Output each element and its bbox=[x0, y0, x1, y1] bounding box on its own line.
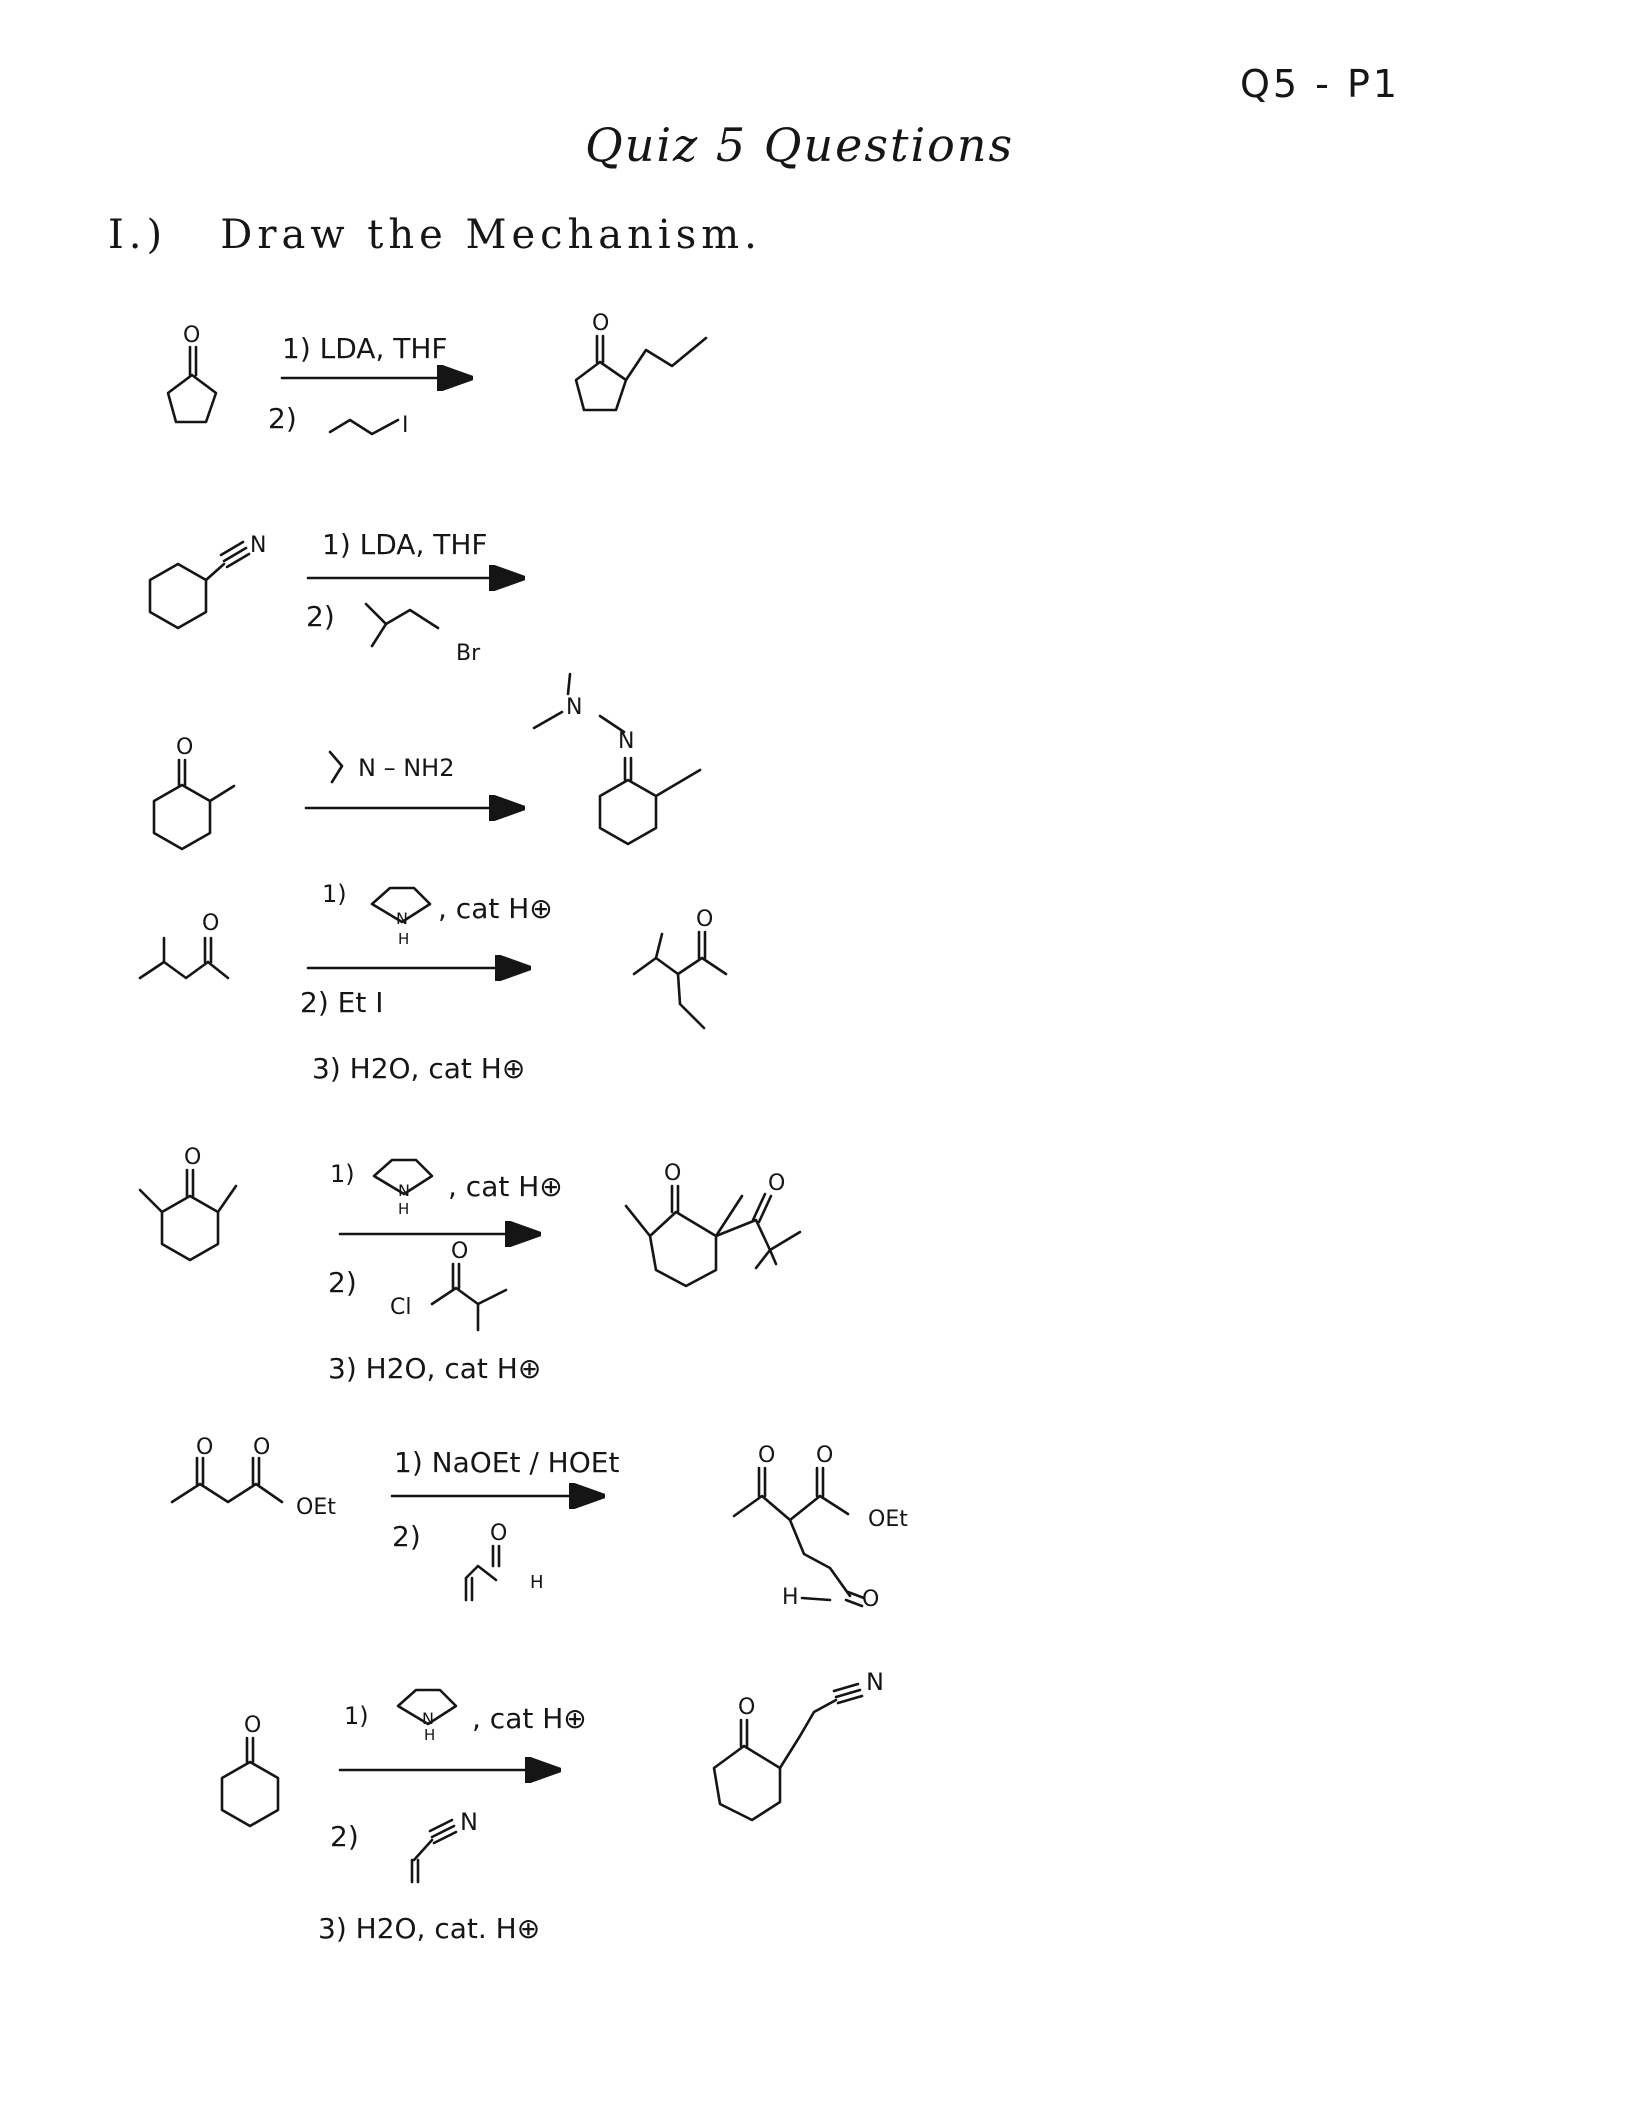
p4-reagent-step3: 3) H2O, cat H⊕ bbox=[312, 1052, 526, 1085]
p5-reagent-oxygen: O bbox=[451, 1239, 469, 1264]
p1-product-oxygen: O bbox=[592, 311, 610, 336]
p4-reagent-catalyst: , cat H⊕ bbox=[438, 892, 553, 925]
p5-reagent-chloroketone bbox=[390, 1239, 506, 1330]
p1-reagent-propyl-iodide bbox=[330, 413, 409, 438]
page-title: Quiz 5 Questions bbox=[585, 118, 1015, 172]
p6-reagent-step1: 1) NaOEt / HOEt bbox=[394, 1446, 620, 1479]
p2-reagent-step2: 2) bbox=[306, 600, 335, 633]
p2-reagent-isobutyl-bromide bbox=[366, 604, 481, 666]
p2-reagent-bromine: Br bbox=[456, 641, 481, 666]
p6-product-aldehyde-hydrogen: H bbox=[782, 1585, 799, 1610]
p7-start-oxygen: O bbox=[244, 1713, 262, 1738]
p5-reagent-pyrrolidine bbox=[374, 1160, 432, 1218]
p6-product-michael-adduct bbox=[734, 1443, 908, 1612]
p5-product-oxygen-ketone: O bbox=[768, 1171, 786, 1196]
p6-product-aldehyde-oxygen: O bbox=[862, 1587, 880, 1612]
p3-reagent-dimethylhydrazine bbox=[330, 752, 342, 782]
p2-starting-material-cyclohexanecarbonitrile bbox=[150, 533, 266, 628]
p4-pyrrolidine-nitrogen: N bbox=[396, 909, 408, 928]
p7-reagent-step3: 3) H2O, cat. H⊕ bbox=[318, 1912, 541, 1945]
p6-product-oxygen-ester: O bbox=[816, 1443, 834, 1468]
p1-reagent-step2: 2) bbox=[268, 402, 297, 435]
p5-reagent-step3: 3) H2O, cat H⊕ bbox=[328, 1352, 542, 1385]
p6-start-ethoxy: OEt bbox=[296, 1495, 336, 1520]
p5-product-oxygen-ring: O bbox=[664, 1161, 682, 1186]
p4-reagent-pyrrolidine bbox=[372, 888, 430, 948]
p5-product-diketone bbox=[626, 1161, 800, 1286]
p7-pyrrolidine-hydrogen: H bbox=[424, 1726, 436, 1744]
p7-reagent-nitrogen: N bbox=[460, 1808, 478, 1836]
p1-starting-material-cyclopentanone bbox=[168, 323, 216, 422]
p6-start-oxygen-ketone: O bbox=[196, 1435, 214, 1460]
p6-product-oxygen-ketone: O bbox=[758, 1443, 776, 1468]
p7-reagent-step2: 2) bbox=[330, 1820, 359, 1853]
p7-pyrrolidine-nitrogen: N bbox=[422, 1709, 434, 1728]
p7-starting-material-cyclohexanone bbox=[222, 1713, 278, 1826]
p6-product-ethoxy: OEt bbox=[868, 1507, 908, 1532]
p7-reagent-catalyst: , cat H⊕ bbox=[472, 1702, 587, 1735]
p1-reagent-iodine: I bbox=[402, 413, 409, 438]
p3-product-nitrogen-amine: N bbox=[566, 695, 583, 720]
p6-reagent-oxygen: O bbox=[490, 1521, 508, 1546]
p2-start-nitrogen: N bbox=[250, 533, 267, 558]
p5-reagent-step2: 2) bbox=[328, 1266, 357, 1299]
p6-reagent-acrolein bbox=[466, 1521, 544, 1600]
p5-reagent-catalyst: , cat H⊕ bbox=[448, 1170, 563, 1203]
p3-start-oxygen: O bbox=[176, 735, 194, 760]
p1-start-oxygen: O bbox=[183, 323, 201, 348]
p7-reagent-step1: 1) bbox=[344, 1702, 369, 1730]
p5-reagent-chlorine: Cl bbox=[390, 1295, 412, 1320]
p7-product-nitrogen: N bbox=[866, 1668, 884, 1696]
p5-start-oxygen: O bbox=[184, 1145, 202, 1170]
p7-product-cyanoethyl-cyclohexanone bbox=[714, 1668, 884, 1820]
p4-reagent-step2: 2) Et I bbox=[300, 986, 384, 1019]
p1-reagent-step1: 1) LDA, THF bbox=[282, 332, 448, 365]
p4-start-oxygen: O bbox=[202, 911, 220, 936]
p7-reagent-acrylonitrile bbox=[412, 1808, 478, 1882]
p5-starting-material-2-6-dimethylcyclohexanone bbox=[140, 1145, 236, 1260]
p3-product-nitrogen-imine: N bbox=[618, 729, 635, 754]
p3-reagent-hydrazine: N – NH2 bbox=[358, 754, 455, 782]
p5-reagent-step1: 1) bbox=[330, 1160, 355, 1188]
p5-pyrrolidine-hydrogen: H bbox=[398, 1200, 410, 1218]
p6-start-oxygen-ester: O bbox=[253, 1435, 271, 1460]
p3-product-hydrazone bbox=[534, 674, 700, 844]
p4-product-3-ethyl-4-methyl-2-pentanone bbox=[634, 907, 726, 1028]
p6-reagent-step2: 2) bbox=[392, 1520, 421, 1553]
p7-reagent-pyrrolidine bbox=[398, 1690, 456, 1744]
section-number: I.) bbox=[108, 212, 168, 258]
page-label: Q5 - P1 bbox=[1240, 62, 1401, 106]
p1-product-2-propylcyclopentanone bbox=[576, 311, 706, 410]
p5-pyrrolidine-nitrogen: N bbox=[398, 1181, 410, 1200]
p3-starting-material-2-methylcyclohexanone bbox=[154, 735, 234, 849]
p4-pyrrolidine-hydrogen: H bbox=[398, 930, 410, 948]
p2-reagent-step1: 1) LDA, THF bbox=[322, 528, 488, 561]
p4-starting-material-4-methyl-2-pentanone bbox=[140, 911, 228, 978]
p6-starting-material-ethyl-acetoacetate bbox=[172, 1435, 336, 1520]
p7-product-oxygen: O bbox=[738, 1695, 756, 1720]
p4-reagent-step1: 1) bbox=[322, 880, 347, 908]
p6-reagent-hydrogen: H bbox=[530, 1572, 544, 1593]
p4-product-oxygen: O bbox=[696, 907, 714, 932]
section-heading-text: Draw the Mechanism. bbox=[220, 212, 762, 258]
